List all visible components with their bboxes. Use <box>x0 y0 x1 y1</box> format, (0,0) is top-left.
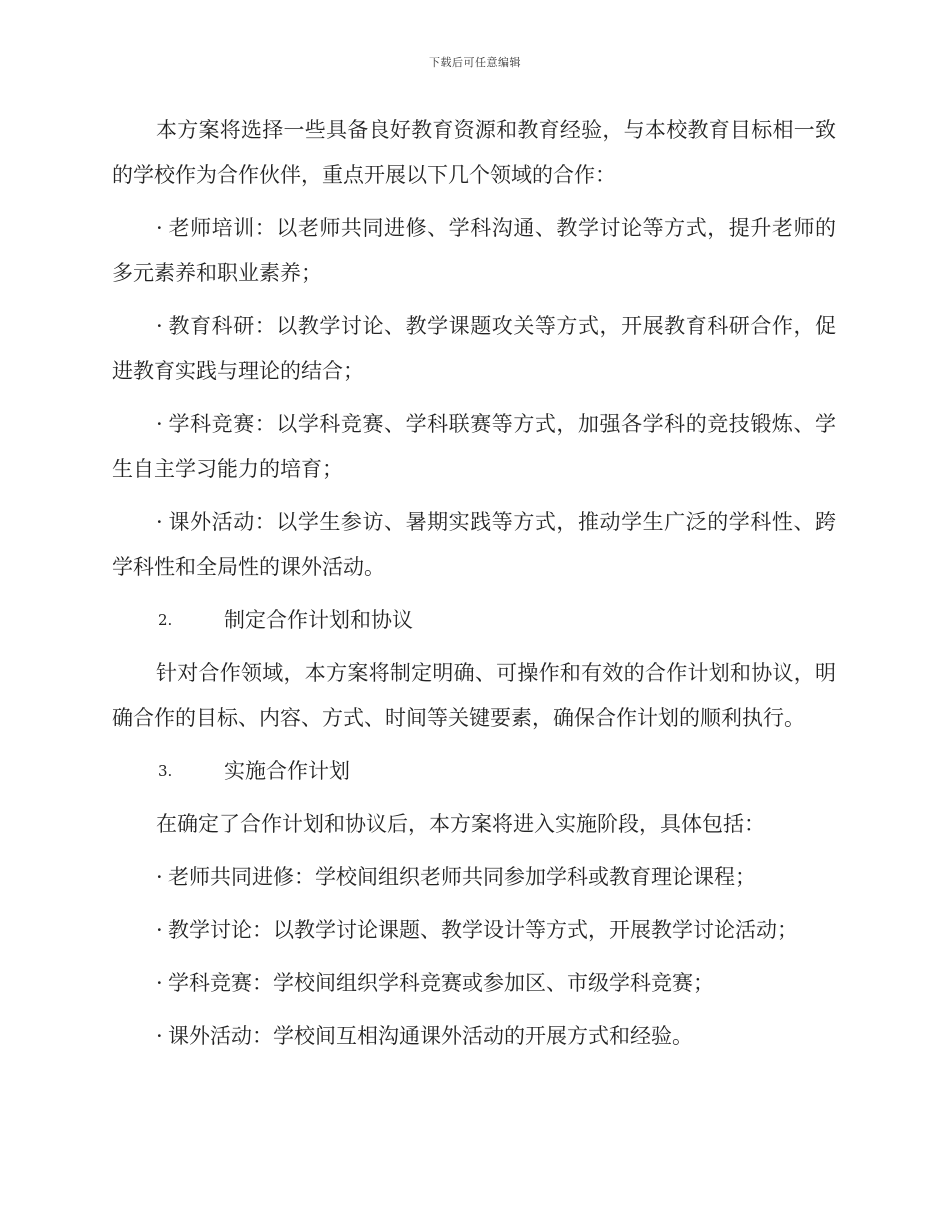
list-item-text: 学科竞赛：学校间组织学科竞赛或参加区、市级学科竞赛； <box>168 971 714 995</box>
list-item-teacher-training <box>112 206 836 296</box>
section-number: 2. <box>158 611 173 629</box>
list-item-text: 课外活动：学校间互相沟通课外活动的开展方式和经验。 <box>168 1024 693 1048</box>
list-item-text: 老师培训：以老师共同进修、学科沟通、教学讨论等方式，提升老师的多元素养和职业素养； <box>112 216 836 285</box>
header-note: 下载后可任意编辑 <box>429 56 521 69</box>
list-item-text: 学科竞赛：以学科竞赛、学科联赛等方式，加强各学科的竞技锻炼、学生自主学习能力的培育； <box>112 412 836 481</box>
bullet-dot: · <box>156 412 163 436</box>
section-2-paragraph: 针对合作领域，本方案将制定明确、可操作和有效的合作计划和协议，明确合作的目标、内容、方式、时间等关键要素，确保合作计划的顺利执行。 <box>112 661 836 730</box>
bullet-dot: · <box>156 510 163 534</box>
list-item-text: 教育科研：以教学讨论、教学课题攻关等方式，开展教育科研合作，促进教育实践与理论的结合； <box>112 314 836 383</box>
section-heading-3 <box>112 749 836 794</box>
section-heading-2 <box>112 598 836 643</box>
list-item-education-research <box>112 304 836 394</box>
list-item-subject-competition <box>112 402 836 492</box>
bullet-dot: · <box>156 971 163 995</box>
bullet-dot: · <box>156 918 163 942</box>
bullet-dot: · <box>156 865 163 889</box>
list-item-extracurricular <box>112 500 836 590</box>
document-body <box>112 108 836 1067</box>
list-item <box>112 908 836 953</box>
list-item <box>112 1014 836 1059</box>
list-item <box>112 961 836 1006</box>
bullet-dot: · <box>156 216 163 240</box>
bullet-dot: · <box>156 314 163 338</box>
section-3-paragraph: 在确定了合作计划和协议后，本方案将进入实施阶段，具体包括： <box>156 812 765 836</box>
section-title: 实施合作计划 <box>224 759 350 783</box>
section-title: 制定合作计划和协议 <box>224 608 413 632</box>
section-number: 3. <box>158 762 173 780</box>
bullet-dot: · <box>156 1024 163 1048</box>
list-item <box>112 855 836 900</box>
list-item-text: 老师共同进修：学校间组织老师共同参加学科或教育理论课程； <box>168 865 756 889</box>
intro-paragraph: 本方案将选择一些具备良好教育资源和教育经验，与本校教育目标相一致的学校作为合作伙伴，重点开展以下几个领域的合作： <box>112 118 836 187</box>
list-item-text: 课外活动：以学生参访、暑期实践等方式，推动学生广泛的学科性、跨学科性和全局性的课外活动。 <box>112 510 836 579</box>
list-item-text: 教学讨论：以教学讨论课题、教学设计等方式，开展教学讨论活动； <box>168 918 798 942</box>
